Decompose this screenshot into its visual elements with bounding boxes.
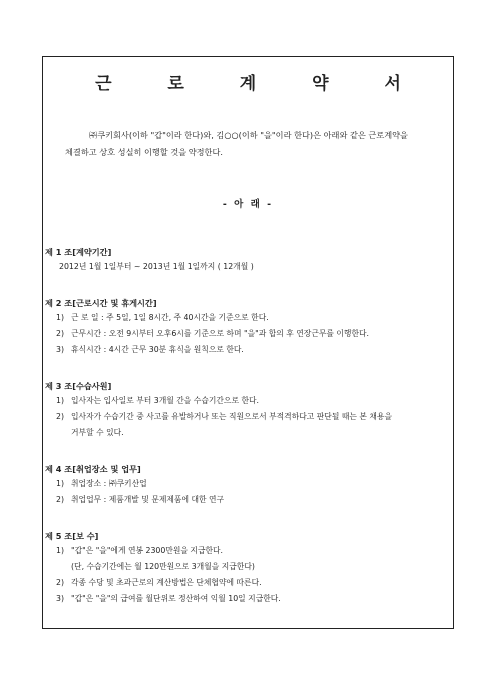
intro-line: ㈜쿠키회사(이하 "갑"이라 한다)와, 김○○(이하 "을"이라 한다)은 아래와 같은 근로계약을 — [89, 130, 408, 140]
article-heading: 제 5 조[보 수] — [45, 531, 99, 541]
intro-paragraph — [65, 127, 445, 161]
article-heading: 제 3 조[수습사원] — [45, 381, 112, 391]
document-title: 근 로 계 약 서 — [95, 74, 426, 94]
below-label: - 아 래 - — [222, 199, 274, 210]
item-number: 1) — [56, 313, 65, 322]
item-number: 3) — [56, 594, 65, 603]
article-line: (단, 수습기간에는 월 120만원으로 3개월을 지급한다) — [71, 562, 255, 571]
article-line: 거부할 수 있다. — [71, 428, 124, 437]
article-item — [45, 575, 450, 591]
article-item — [45, 310, 450, 326]
article-3 — [45, 379, 450, 441]
item-text: 각종 수당 및 초과근로의 계산방법은 단체협약에 따른다. — [71, 578, 262, 587]
article-item — [45, 492, 450, 508]
item-text: 취업업무 : 제품개발 및 문제제품에 대한 연구 — [71, 495, 225, 504]
article-item — [45, 326, 450, 342]
item-text: 휴식시간 : 4시간 근무 30분 휴식을 원칙으로 한다. — [71, 345, 244, 354]
article-item — [45, 409, 450, 425]
item-number: 1) — [56, 396, 65, 405]
item-text: "갑"은 "을"에게 연봉 2300만원을 지급한다. — [71, 546, 224, 555]
item-text: 근무시간 : 오전 9시부터 오후6시를 기준으로 하며 "을"과 합의 후 연장근무를 이행한다. — [71, 329, 370, 338]
article-item — [45, 393, 450, 409]
item-text: 근 로 일 : 주 5일, 1일 8시간, 주 40시간을 기준으로 한다. — [71, 313, 269, 322]
item-number: 2) — [56, 495, 65, 504]
article-heading: 제 4 조[취업장소 및 업무] — [45, 464, 141, 474]
item-number: 2) — [56, 412, 65, 421]
item-text: 취업장소 : ㈜쿠키산업 — [71, 479, 147, 488]
article-heading: 제 2 조[근로시간 및 휴게시간] — [45, 298, 157, 308]
contract-frame — [42, 56, 454, 629]
article-5 — [45, 529, 450, 607]
article-item — [45, 342, 450, 358]
article-heading: 제 1 조[계약기간] — [45, 247, 112, 257]
item-number: 1) — [56, 546, 65, 555]
item-number: 3) — [56, 345, 65, 354]
item-text: 입사자가 수습기간 중 사고를 유발하거나 또는 직원으로서 부적격하다고 판단될 때는 본 채용을 — [71, 412, 392, 421]
item-number: 1) — [56, 479, 65, 488]
item-number: 2) — [56, 578, 65, 587]
article-1 — [45, 245, 450, 275]
article-4 — [45, 462, 450, 508]
item-number: 2) — [56, 329, 65, 338]
item-text: "갑"은 "을"의 급여를 월단위로 정산하여 익월 10일 지급한다. — [71, 594, 281, 603]
item-text: 입사자는 입사일로 부터 3개월 간을 수습기간으로 한다. — [71, 396, 260, 405]
intro-line: 체결하고 상호 성실히 이행할 것을 약정한다. — [65, 147, 223, 157]
article-item — [45, 543, 450, 559]
article-2 — [45, 296, 450, 358]
article-item — [45, 476, 450, 492]
article-item — [45, 591, 450, 607]
article-line: 2012년 1월 1일부터 ~ 2013년 1월 1일까지 ( 12개월 ) — [59, 262, 254, 271]
